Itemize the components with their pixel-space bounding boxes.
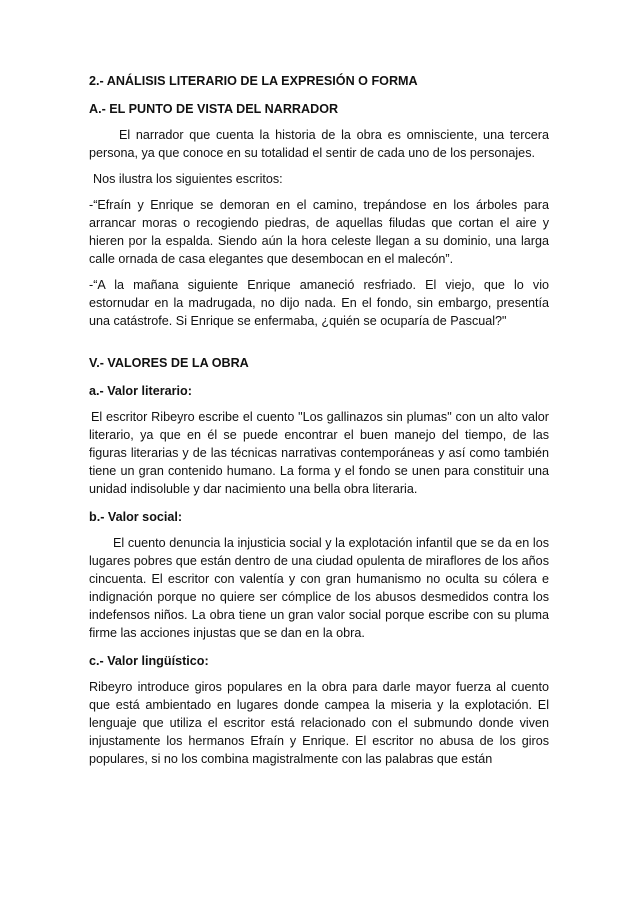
quote-1: -“Efraín y Enrique se demoran en el camino, trepándose en los árboles para arrancar moras o recogiendo piedras, de aquellas filudas que cortan el aire y hieren por la espalda. Siendo aún la hora celeste llegan a su dominio, una larga calle ornada de casa elegantes que desembocan en el malecón”. bbox=[89, 198, 549, 266]
literary-value-title: a.- Valor literario: bbox=[89, 384, 192, 398]
narrator-paragraph: El narrador que cuenta la historia de la obra es omnisciente, una tercera persona, ya que conoce en su totalidad el sentir de cada uno de los personajes. bbox=[89, 128, 549, 160]
document-page bbox=[89, 72, 549, 768]
subsection-a-title: A.- EL PUNTO DE VISTA DEL NARRADOR bbox=[89, 102, 339, 116]
literary-value-paragraph: El escritor Ribeyro escribe el cuento "Los gallinazos sin plumas" con un alto valor literario, ya que en él se puede encontrar el buen manejo del tiempo, de las figuras literarias y de las técnicas narrativas contemporáneas y así como también tiene un gran contenido humano. La forma y el fondo se unen para constituir una unidad indisoluble y dar nacimiento una bella obra literaria. bbox=[89, 410, 549, 496]
quote-2: -“A la mañana siguiente Enrique amaneció resfriado. El viejo, que lo vio estornudar en la madrugada, no dijo nada. En el fondo, sin embargo, presentía una catástrofe. Si Enrique se enfermaba, ¿quién se ocuparía de Pascual?" bbox=[89, 278, 549, 328]
section-2-title: 2.- ANÁLISIS LITERARIO DE LA EXPRESIÓN O FORMA bbox=[89, 74, 418, 88]
illustrates-line: Nos ilustra los siguientes escritos: bbox=[93, 172, 283, 186]
section-5-title: V.- VALORES DE LA OBRA bbox=[89, 356, 249, 370]
linguistic-value-paragraph: Ribeyro introduce giros populares en la obra para darle mayor fuerza al cuento que está ambientado en lugares donde campea la miseria y la explotación. El lenguaje que utiliza el escritor está relacionado con el submundo donde viven injustamente los hermanos Efraín y Enrique. El escritor no abusa de los giros populares, si no los combina magistralmente con las palabras que están bbox=[89, 680, 549, 766]
social-value-paragraph: El cuento denuncia la injusticia social y la explotación infantil que se da en los lugares pobres que están dentro de una ciudad opulenta de miraflores de los años cincuenta. El escritor con valentía y con gran humanismo no oculta su cólera e indignación porque no quiere ser cómplice de los abusos desmedidos contra los indefensos niños. La obra tiene un gran valor social porque escribe con su pluma firme las acciones injustas que se dan en la obra. bbox=[89, 536, 549, 640]
linguistic-value-title: c.- Valor lingüístico: bbox=[89, 654, 209, 668]
social-value-title: b.- Valor social: bbox=[89, 510, 183, 524]
